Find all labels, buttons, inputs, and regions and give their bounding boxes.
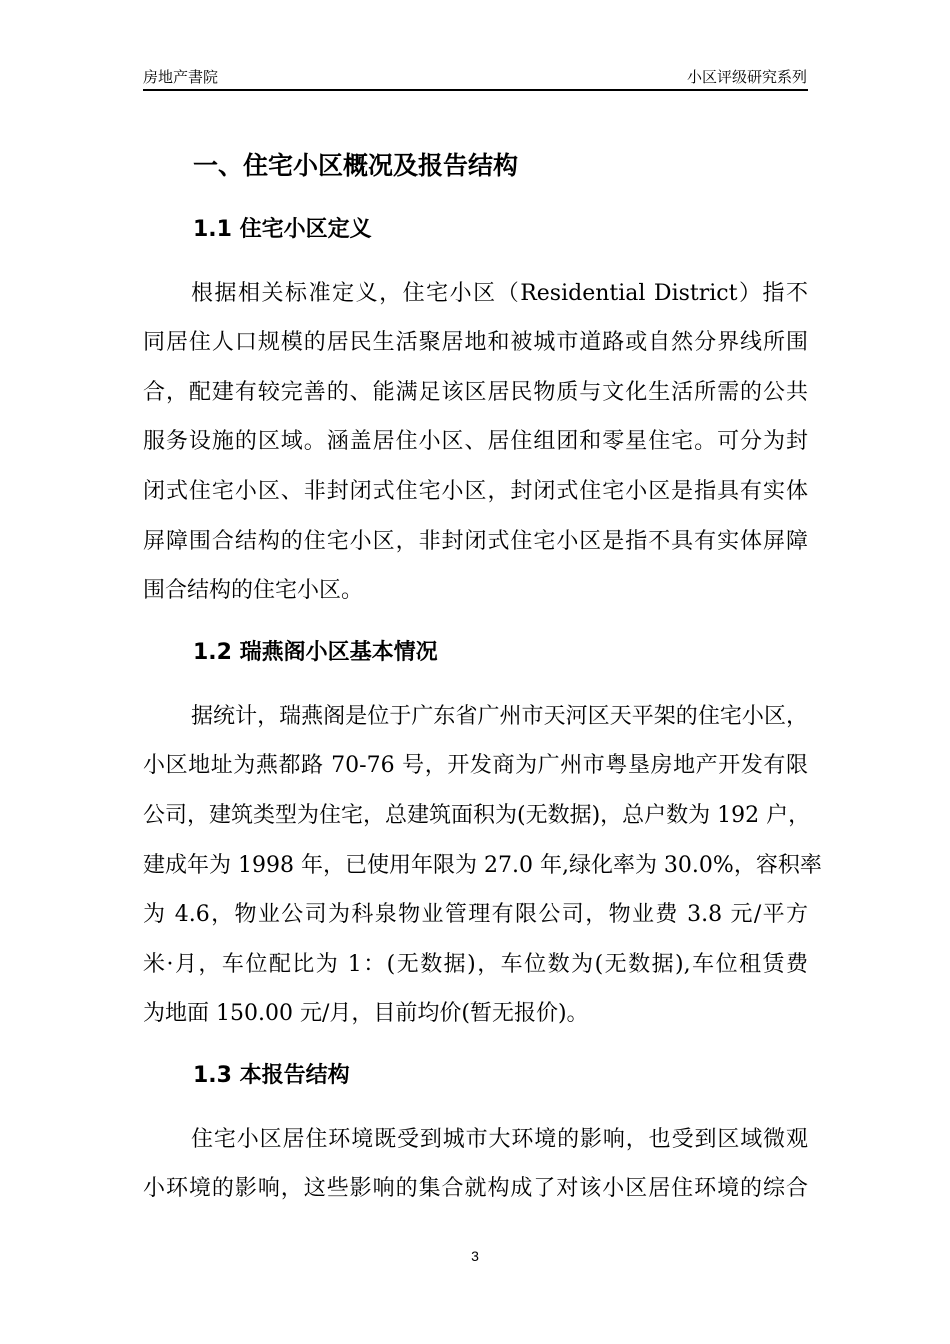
page-number: 3 <box>471 1248 479 1264</box>
section-heading: 1.2 瑞燕阁小区基本情况 <box>193 640 438 665</box>
paragraph-line: 根据相关标准定义，住宅小区（Residential District）指不 <box>191 281 808 306</box>
section-heading: 1.1 住宅小区定义 <box>193 217 372 242</box>
paragraph-line: 住宅小区居住环境既受到城市大环境的影响，也受到区域微观 <box>191 1127 808 1152</box>
chapter-title: 一、住宅小区概况及报告结构 <box>193 151 519 180</box>
header-rule <box>143 89 808 91</box>
paragraph-line: 为地面 150.00 元/月，目前均价(暂无报价)。 <box>143 1001 589 1026</box>
header-left: 房地产書院 <box>143 68 219 86</box>
paragraph-line: 据统计，瑞燕阁是位于广东省广州市天河区天平架的住宅小区， <box>191 704 808 729</box>
paragraph-line: 屏障围合结构的住宅小区，非封闭式住宅小区是指不具有实体屏障 <box>143 529 808 554</box>
paragraph-line: 闭式住宅小区、非封闭式住宅小区，封闭式住宅小区是指具有实体 <box>143 479 808 504</box>
paragraph-line: 服务设施的区域。涵盖居住小区、居住组团和零星住宅。可分为封 <box>143 429 808 454</box>
paragraph-line: 为 4.6，物业公司为科泉物业管理有限公司，物业费 3.8 元/平方 <box>143 902 808 927</box>
header-right: 小区评级研究系列 <box>686 68 807 86</box>
paragraph-line: 围合结构的住宅小区。 <box>143 578 364 603</box>
paragraph-line: 同居住人口规模的居民生活聚居地和被城市道路或自然分界线所围 <box>143 330 808 355</box>
paragraph-line: 建成年为 1998 年，已使用年限为 27.0 年,绿化率为 30.0%，容积率 <box>143 853 822 878</box>
paragraph-line: 米·月，车位配比为 1：(无数据)，车位数为(无数据),车位租赁费 <box>143 952 808 977</box>
paragraph-line: 小环境的影响，这些影响的集合就构成了对该小区居住环境的综合 <box>143 1176 808 1201</box>
section-heading: 1.3 本报告结构 <box>193 1063 350 1088</box>
paragraph-line: 合，配建有较完善的、能满足该区居民物质与文化生活所需的公共 <box>143 380 808 405</box>
paragraph-line: 公司，建筑类型为住宅，总建筑面积为(无数据)，总户数为 192 户， <box>143 803 811 828</box>
paragraph-line: 小区地址为燕都路 70-76 号，开发商为广州市粤垦房地产开发有限 <box>143 753 808 778</box>
